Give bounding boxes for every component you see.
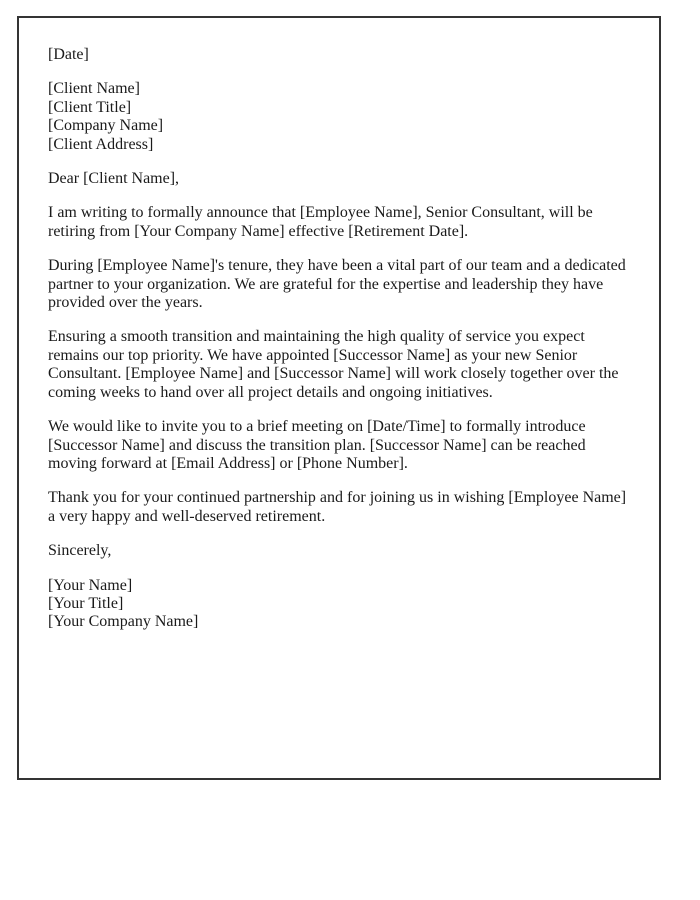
letter-line: During [Employee Name]'s tenure, they have been a vital part of our team and a dedicated bbox=[48, 257, 626, 275]
letter-line: [Client Name] bbox=[48, 80, 140, 98]
letter-line: Consultant. [Employee Name] and [Successor Name] will work closely together over the bbox=[48, 365, 619, 383]
letter-line: Ensuring a smooth transition and maintaining the high quality of service you expect bbox=[48, 328, 585, 346]
letter-line: We would like to invite you to a brief meeting on [Date/Time] to formally introduce bbox=[48, 418, 586, 436]
letter-line: [Your Name] bbox=[48, 576, 133, 594]
letter-line: Thank you for your continued partnership and for joining us in wishing [Employee Name] bbox=[48, 489, 627, 507]
body-paragraph bbox=[48, 418, 631, 473]
body-paragraph bbox=[48, 489, 631, 526]
letter-line: I am writing to formally announce that [Employee Name], Senior Consultant, will be bbox=[48, 204, 593, 222]
letter-line: provided over the years. bbox=[48, 294, 203, 312]
letter-line: [Your Title] bbox=[48, 594, 124, 612]
salutation: Dear [Client Name], bbox=[48, 170, 180, 188]
letter-line: [Client Title] bbox=[48, 98, 132, 116]
letter-line: remains our top priority. We have appointed [Successor Name] as your new Senior bbox=[48, 346, 578, 364]
letter-line: [Client Address] bbox=[48, 135, 154, 153]
letter-line: moving forward at [Email Address] or [Phone Number]. bbox=[48, 454, 408, 472]
recipient-block bbox=[48, 80, 631, 154]
letter-line: retiring from [Your Company Name] effective [Retirement Date]. bbox=[48, 222, 469, 240]
letter-line: a very happy and well-deserved retirement. bbox=[48, 507, 326, 525]
letter-line: [Your Company Name] bbox=[48, 613, 199, 631]
body-paragraph bbox=[48, 257, 631, 312]
signature-block bbox=[48, 577, 631, 632]
letter-page bbox=[17, 16, 661, 780]
body-paragraph bbox=[48, 328, 631, 402]
letter-line: [Company Name] bbox=[48, 117, 164, 135]
letter-line: coming weeks to hand over all project details and ongoing initiatives. bbox=[48, 383, 493, 401]
date-line: [Date] bbox=[48, 46, 89, 63]
body-paragraph bbox=[48, 204, 631, 241]
letter-line: [Successor Name] and discuss the transition plan. [Successor Name] can be reached bbox=[48, 436, 586, 454]
letter-body bbox=[48, 204, 631, 526]
closing: Sincerely, bbox=[48, 542, 112, 560]
letter-line: partner to your organization. We are grateful for the expertise and leadership they have bbox=[48, 275, 604, 293]
